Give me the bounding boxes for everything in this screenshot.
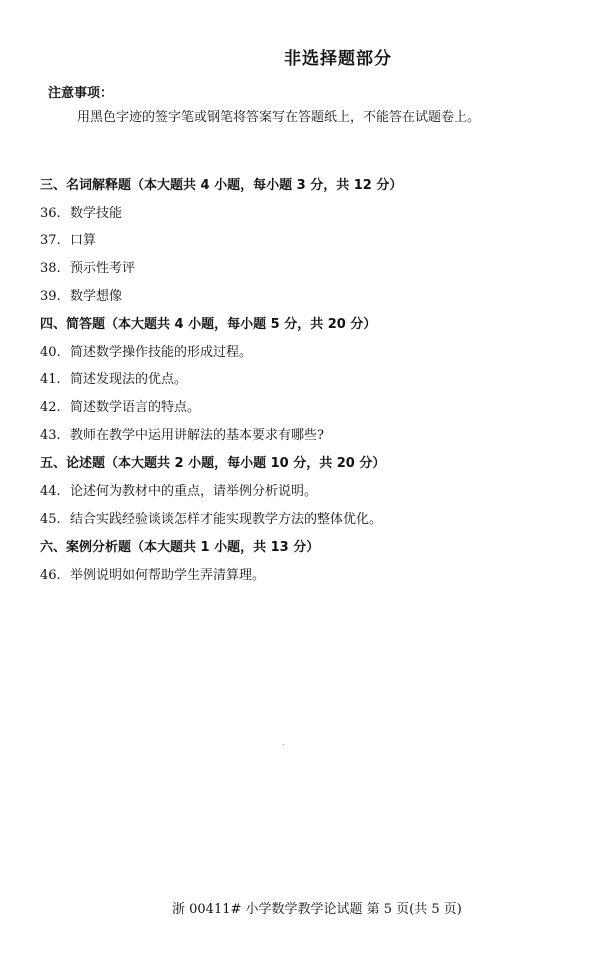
question-46 [40,564,265,583]
question-number: 39. [40,289,61,304]
question-text: 简述数学语言的特点。 [70,400,201,415]
question-41 [40,368,187,387]
question-text: 简述数学操作技能的形成过程。 [70,345,253,360]
question-text: 教师在教学中运用讲解法的基本要求有哪些? [70,428,324,443]
question-text: 预示性考评 [70,261,136,276]
question-number: 36. [40,206,61,221]
question-40 [40,341,252,360]
question-36 [40,202,122,221]
question-38 [40,257,135,276]
page-footer: 浙 00411# 小学数学教学论试题 第 5 页(共 5 页) [172,902,462,917]
question-number: 38. [40,261,61,276]
question-number: 41. [40,372,61,387]
section-heading-5: 五、论述题（本大题共 2 小题，每小题 10 分，共 20 分） [40,456,386,471]
question-number: 43. [40,428,61,443]
question-42 [40,396,200,415]
page-title: 非选择题部分 [284,49,392,69]
section-heading-3: 三、名词解释题（本大题共 4 小题，每小题 3 分，共 12 分） [40,178,403,193]
question-text: 数学想像 [70,289,123,304]
question-45 [40,508,382,527]
question-44 [40,480,317,499]
question-number: 40. [40,345,61,360]
section-heading-6: 六、案例分析题（本大题共 1 小题，共 13 分） [40,540,320,555]
question-text: 口算 [70,233,97,248]
question-number: 46. [40,568,61,583]
notice-label: 注意事项： [48,86,114,101]
question-text: 数学技能 [70,206,123,221]
question-text: 论述何为教材中的重点，请举例分析说明。 [70,484,318,499]
question-number: 42. [40,400,61,415]
question-number: 45. [40,512,61,527]
question-number: 44. [40,484,61,499]
scan-speck [283,744,284,745]
question-number: 37. [40,233,61,248]
question-text: 简述发现法的优点。 [70,372,188,387]
question-text: 举例说明如何帮助学生弄清算理。 [70,568,266,583]
question-43 [40,424,324,443]
question-39 [40,285,122,304]
notice-text: 用黑色字迹的签字笔或钢笔将答案写在答题纸上，不能答在试题卷上。 [77,110,481,125]
section-heading-4: 四、简答题（本大题共 4 小题，每小题 5 分，共 20 分） [40,317,377,332]
question-37 [40,229,96,248]
question-text: 结合实践经验谈谈怎样才能实现教学方法的整体优化。 [70,512,383,527]
